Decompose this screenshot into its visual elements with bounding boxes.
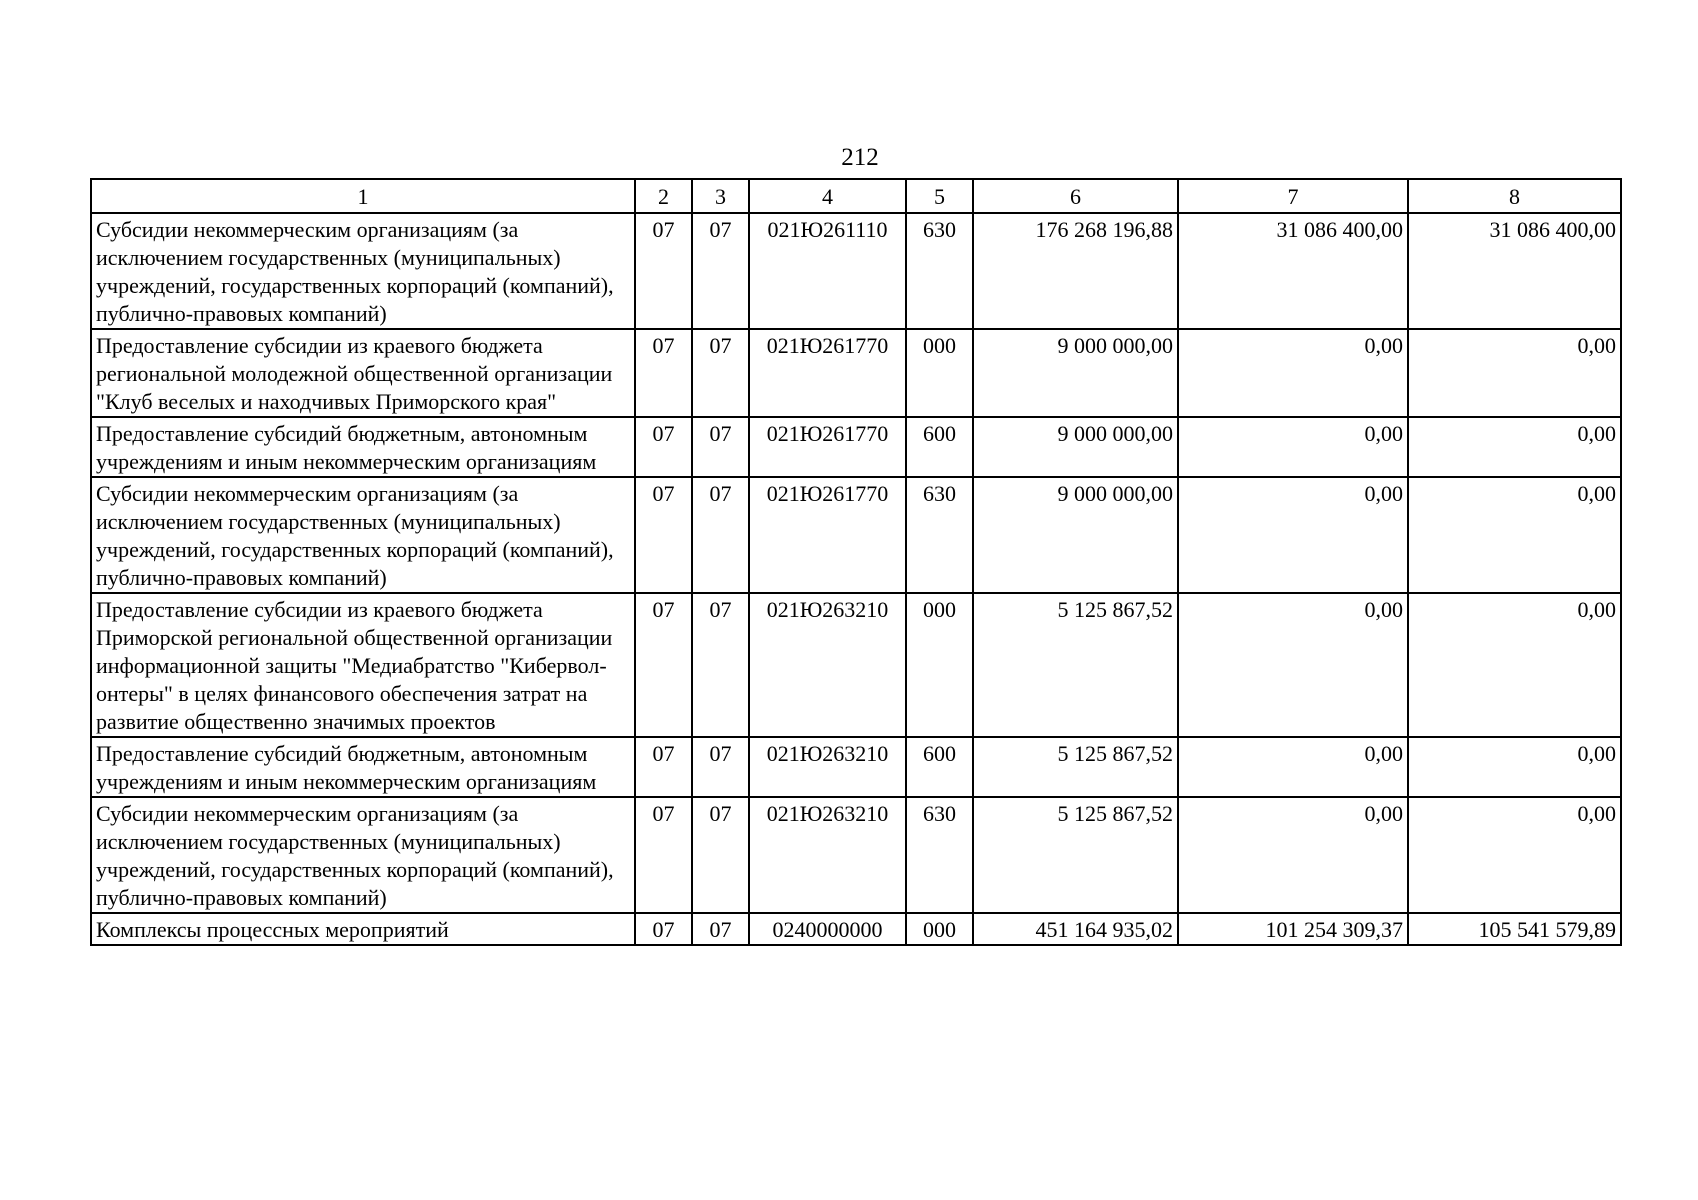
cell-expense-type: 630 [906,213,973,329]
column-header: 8 [1408,179,1621,213]
cell-amount-7: 0,00 [1178,593,1408,737]
column-header: 1 [91,179,635,213]
cell-amount-7: 0,00 [1178,737,1408,797]
cell-amount-8: 0,00 [1408,329,1621,417]
row-name: Комплексы процессных мероприятий [91,913,635,945]
cell-section: 07 [635,797,692,913]
cell-amount-6: 9 000 000,00 [973,417,1178,477]
row-name: Предоставление субсидии из краевого бюджета Приморской региональной общественной организации информационной защиты "Медиабратство "Киберволонтеры" в целях финансового обеспечения затрат на развитие общественно значимых проектов [91,593,635,737]
table-row [91,329,1621,417]
table-row [91,213,1621,329]
row-name: Предоставление субсидий бюджетным, автономным учреждениям и иным некоммерческим организациям [91,417,635,477]
page-number: 212 [841,144,879,171]
column-header: 6 [973,179,1178,213]
cell-section: 07 [635,477,692,593]
cell-section: 07 [635,593,692,737]
column-header: 5 [906,179,973,213]
table-row [91,913,1621,945]
cell-amount-8: 0,00 [1408,737,1621,797]
cell-amount-8: 31 086 400,00 [1408,213,1621,329]
cell-section: 07 [635,737,692,797]
cell-amount-6: 451 164 935,02 [973,913,1178,945]
header-row [91,179,1621,213]
cell-amount-7: 0,00 [1178,329,1408,417]
column-header: 7 [1178,179,1408,213]
cell-target-article: 021Ю261770 [749,477,906,593]
budget-table [90,178,1622,946]
cell-expense-type: 630 [906,797,973,913]
row-name: Предоставление субсидии из краевого бюджета региональной молодежной общественной организации "Клуб веселых и находчивых Приморского края" [91,329,635,417]
cell-amount-6: 5 125 867,52 [973,737,1178,797]
cell-target-article: 021Ю261770 [749,329,906,417]
cell-expense-type: 000 [906,329,973,417]
cell-amount-7: 0,00 [1178,417,1408,477]
cell-subsection: 07 [692,329,749,417]
table-row [91,737,1621,797]
cell-section: 07 [635,913,692,945]
cell-amount-8: 0,00 [1408,417,1621,477]
cell-subsection: 07 [692,797,749,913]
cell-expense-type: 600 [906,737,973,797]
cell-subsection: 07 [692,737,749,797]
row-name: Субсидии некоммерческим организациям (за исключением государственных (муниципальных) учреждений, государственных корпораций (компаний), публично-правовых компаний) [91,213,635,329]
cell-target-article: 021Ю263210 [749,593,906,737]
column-header: 2 [635,179,692,213]
cell-subsection: 07 [692,913,749,945]
cell-amount-8: 0,00 [1408,797,1621,913]
row-name: Субсидии некоммерческим организациям (за исключением государственных (муниципальных) учреждений, государственных корпораций (компаний), публично-правовых компаний) [91,477,635,593]
cell-subsection: 07 [692,593,749,737]
cell-amount-6: 5 125 867,52 [973,797,1178,913]
cell-target-article: 021Ю261110 [749,213,906,329]
cell-subsection: 07 [692,417,749,477]
table-row [91,477,1621,593]
cell-subsection: 07 [692,477,749,593]
column-header: 4 [749,179,906,213]
table-row [91,593,1621,737]
cell-target-article: 021Ю263210 [749,737,906,797]
cell-target-article: 0240000000 [749,913,906,945]
cell-amount-6: 9 000 000,00 [973,477,1178,593]
cell-amount-7: 31 086 400,00 [1178,213,1408,329]
cell-amount-7: 0,00 [1178,477,1408,593]
cell-amount-8: 105 541 579,89 [1408,913,1621,945]
row-name: Субсидии некоммерческим организациям (за исключением государственных (муниципальных) учреждений, государственных корпораций (компаний), публично-правовых компаний) [91,797,635,913]
cell-section: 07 [635,417,692,477]
cell-target-article: 021Ю263210 [749,797,906,913]
column-header: 3 [692,179,749,213]
cell-amount-7: 0,00 [1178,797,1408,913]
cell-amount-6: 5 125 867,52 [973,593,1178,737]
cell-amount-8: 0,00 [1408,477,1621,593]
cell-expense-type: 000 [906,593,973,737]
cell-amount-6: 176 268 196,88 [973,213,1178,329]
cell-section: 07 [635,329,692,417]
table-row [91,417,1621,477]
cell-subsection: 07 [692,213,749,329]
cell-expense-type: 000 [906,913,973,945]
row-name: Предоставление субсидий бюджетным, автономным учреждениям и иным некоммерческим организациям [91,737,635,797]
cell-amount-6: 9 000 000,00 [973,329,1178,417]
cell-expense-type: 630 [906,477,973,593]
cell-section: 07 [635,213,692,329]
cell-target-article: 021Ю261770 [749,417,906,477]
cell-amount-8: 0,00 [1408,593,1621,737]
cell-expense-type: 600 [906,417,973,477]
cell-amount-7: 101 254 309,37 [1178,913,1408,945]
table-row [91,797,1621,913]
